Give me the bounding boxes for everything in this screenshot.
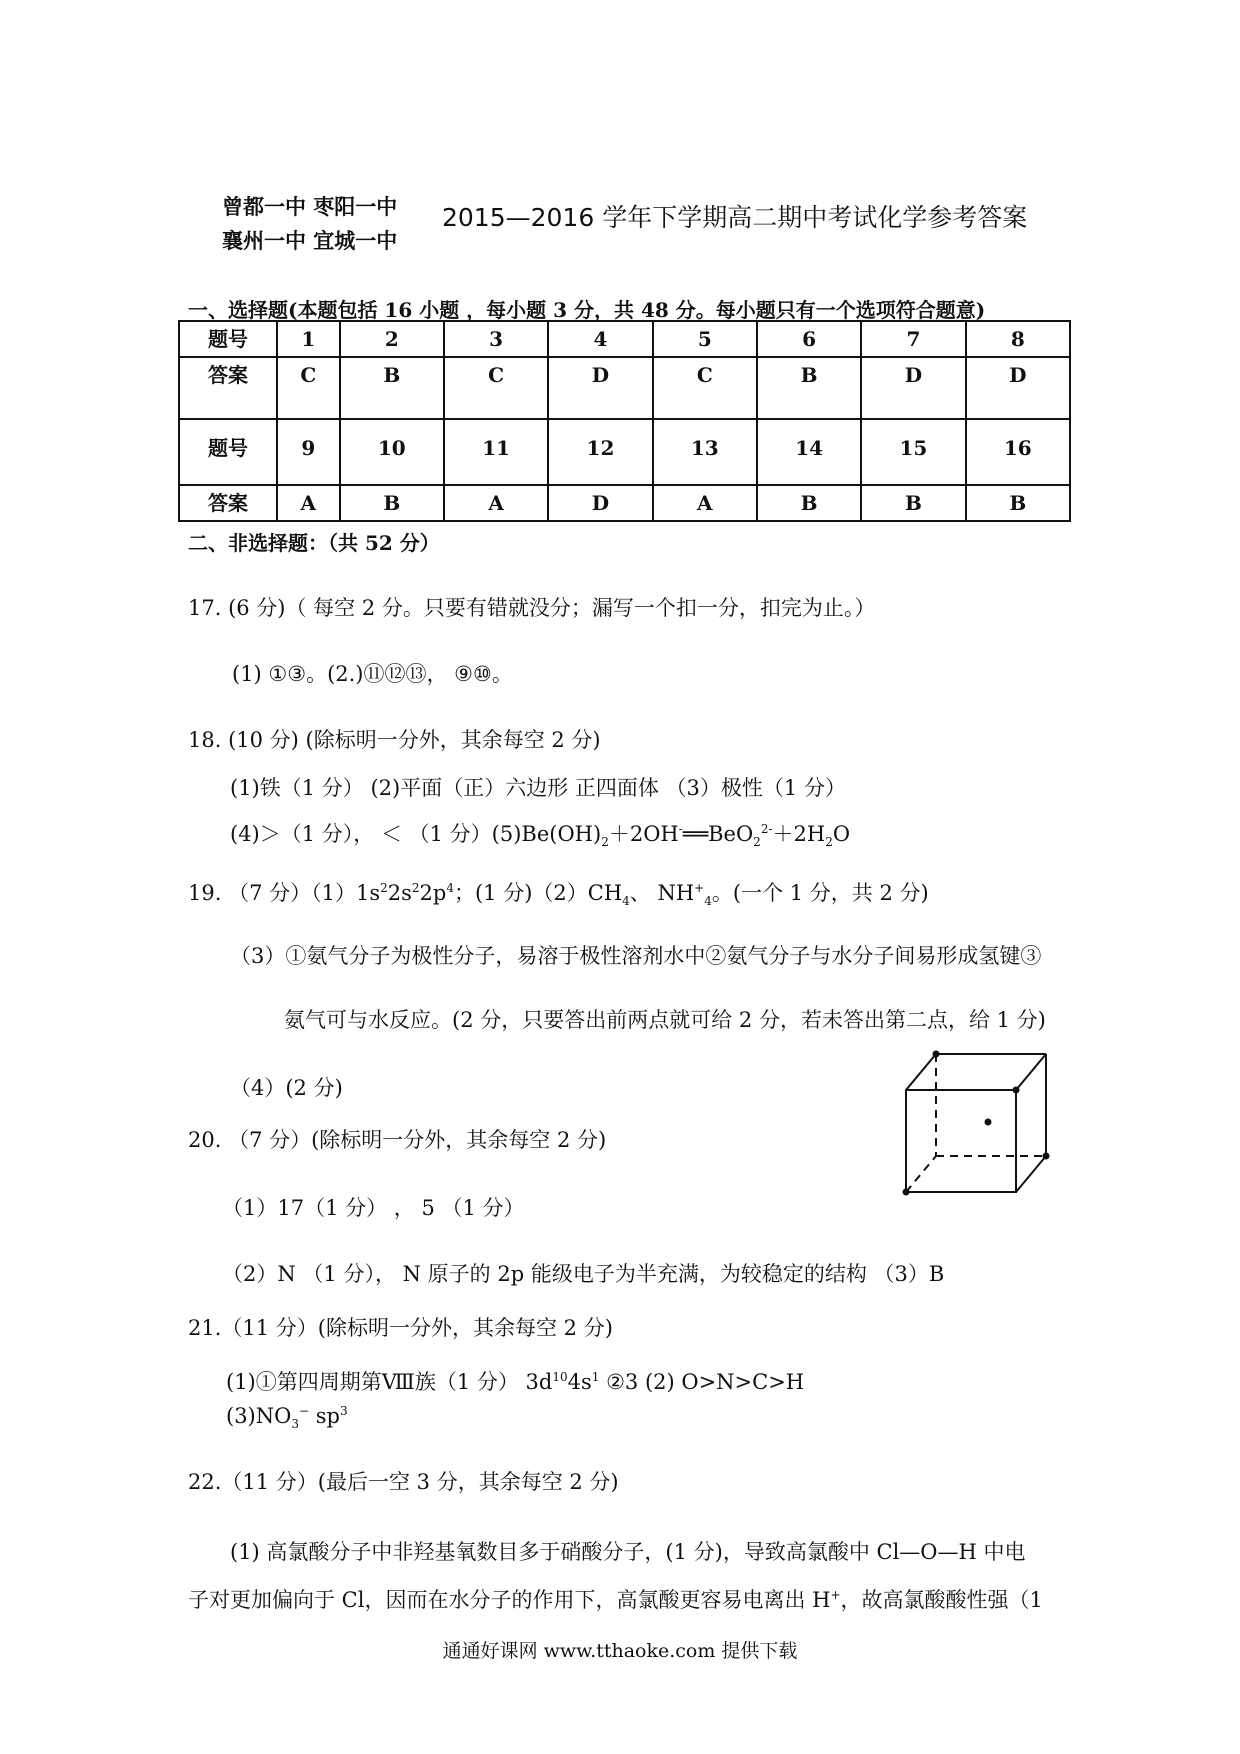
table-cell: 13 xyxy=(653,419,757,485)
q22-answer-1-line-1: (1) 高氯酸分子中非羟基氧数目多于硝酸分子，(1 分)，导致高氯酸中 Cl—O—H 中电 xyxy=(230,1540,1026,1564)
table-cell: C xyxy=(653,357,757,419)
q21-answer-1: (1)①第四周期第Ⅷ族（1 分） $3d^{10}4s^1$ ②3 (2) O>N>C>H xyxy=(226,1370,805,1394)
table-cell: 9 xyxy=(277,419,340,485)
table-cell: D xyxy=(861,357,965,419)
table-cell: 6 xyxy=(757,321,861,357)
q17-answer-1: (1) ①③。(2.)⑪⑫⑬， ⑨⑩。 xyxy=(232,662,513,686)
q19-answer-3-line-1: （3）①氨气分子为极性分子，易溶于极性溶剂水中②氨气分子与水分子间易形成氢键③ xyxy=(230,944,1042,968)
table-cell: B xyxy=(861,485,965,521)
table-row xyxy=(179,357,1070,419)
table-cell: B xyxy=(757,485,861,521)
table-row xyxy=(179,485,1070,521)
cube-edge xyxy=(1016,1054,1046,1090)
table-cell: 10 xyxy=(340,419,444,485)
footer-credit: 通通好课网 www.tthaoke.com 提供下载 xyxy=(442,1640,798,1662)
table-cell: A xyxy=(653,485,757,521)
q19-answer-3-line-2: 氨气可与水反应。(2 分，只要答出前两点就可给 2 分，若未答出第二点，给 1 分) xyxy=(284,1008,1046,1032)
table-row xyxy=(179,321,1070,357)
table-cell: C xyxy=(277,357,340,419)
table-cell: A xyxy=(444,485,548,521)
q18-a2-prefix: (4)＞（1 分）， ＜ （1 分）(5)Be(OH) xyxy=(230,822,602,846)
table-cell: 16 xyxy=(966,419,1070,485)
table-cell: 8 xyxy=(966,321,1070,357)
q18-answer-1: (1)铁（1 分） (2)平面（正）六边形 正四面体 （3）极性（1 分） xyxy=(230,776,846,800)
table-cell: 1 xyxy=(277,321,340,357)
cube-edge xyxy=(1016,1156,1046,1192)
q21-a1-suffix: ②3 (2) O>N>C>H xyxy=(599,1370,805,1394)
q22-line2-suffix: ，故高氯酸酸性强（1 xyxy=(840,1588,1043,1612)
table-cell: A xyxy=(277,485,340,521)
table-cell: D xyxy=(966,357,1070,419)
school-list xyxy=(222,190,397,258)
table-cell: 3 xyxy=(444,321,548,357)
q20-answer-1: （1）17（1 分） ， 5 （1 分） xyxy=(222,1196,525,1220)
table-cell: 5 xyxy=(653,321,757,357)
row-label-number: 题号 xyxy=(179,419,277,485)
cube-front-face xyxy=(906,1090,1016,1192)
q18-heading: 18. (10 分) (除标明一分外，其余每空 2 分) xyxy=(188,728,601,752)
table-cell: B xyxy=(340,357,444,419)
q19-head-mid: ；(1 分)（2）CH xyxy=(453,881,623,905)
table-cell: 12 xyxy=(548,419,652,485)
q19-head-suffix: 。(一个 1 分，共 2 分) xyxy=(711,881,929,905)
table-cell: C xyxy=(444,357,548,419)
cube-edge xyxy=(906,1054,936,1090)
row-label-answer: 答案 xyxy=(179,485,277,521)
section1-heading: 一、选择题(本题包括 16 小题 ，每小题 3 分，共 48 分。每小题只有一个选项符合题意) xyxy=(188,298,986,322)
answer-table xyxy=(178,320,1071,522)
table-cell: 4 xyxy=(548,321,652,357)
schools-line-1: 曾都一中 枣阳一中 xyxy=(222,194,398,219)
q20-heading: 20. （7 分）(除标明一分外，其余每空 2 分) xyxy=(188,1128,607,1152)
atom-dot xyxy=(1043,1153,1050,1160)
q19-heading: 19. （7 分）$(1)1s^22s^22p^4$；(1 分)$(2)CH_4$、 $NH^+_4$。(一个 1 分，共 2 分) xyxy=(188,881,929,909)
q21-a1-prefix: (1)①第四周期第Ⅷ族（1 分） 3d xyxy=(226,1370,553,1394)
table-cell: B xyxy=(340,485,444,521)
q22-heading: 22.（11 分）(最后一空 3 分，其余每空 2 分) xyxy=(188,1470,619,1494)
q21-answer-3: $(3)NO_3^-$ $sp^3$ xyxy=(226,1404,348,1432)
table-cell: 2 xyxy=(340,321,444,357)
table-cell: D xyxy=(548,485,652,521)
table-cell: 15 xyxy=(861,419,965,485)
table-cell: B xyxy=(757,357,861,419)
q21-a3-suffix: sp xyxy=(309,1404,340,1428)
table-cell: D xyxy=(548,357,652,419)
section2-heading: 二、非选择题：（共 52 分） xyxy=(188,531,440,555)
table-cell: 11 xyxy=(444,419,548,485)
cube-hidden-edge xyxy=(906,1156,936,1192)
cube-unit-cell-diagram xyxy=(872,1040,1052,1196)
table-cell: 7 xyxy=(861,321,965,357)
q22-answer-1-line-2: 子对更加偏向于 Cl，因而在水分子的作用下，高氯酸更容易电离出 H+，故高氯酸酸性强（1 xyxy=(188,1588,1043,1612)
q19-head-mid2: 、 NH xyxy=(629,881,695,905)
q22-line2-prefix: 子对更加偏向于 Cl，因而在水分子的作用下，高氯酸更容易电离出 H xyxy=(188,1588,831,1612)
table-cell: 14 xyxy=(757,419,861,485)
page-title: 2015—2016 学年下学期高二期中考试化学参考答案 xyxy=(442,203,1028,232)
row-label-number: 题号 xyxy=(179,321,277,357)
schools-line-2: 襄州一中 宜城一中 xyxy=(222,228,398,253)
row-label-answer: 答案 xyxy=(179,357,277,419)
table-row xyxy=(179,419,1070,485)
q20-answer-2: （2）N （1 分）， N 原子的 2p 能级电子为半充满，为较稳定的结构 （3）B xyxy=(222,1262,945,1286)
table-cell: B xyxy=(966,485,1070,521)
q18-a2-suffix: ＋2H xyxy=(772,822,826,846)
q18-a2-mid1: ＋2OH xyxy=(608,822,679,846)
q18-answer-2: (4)＞（1 分）， ＜ （1 分）$(5)Be(OH)_2+2OH^-══BeO_2^{2-}+2H_2O$ xyxy=(230,822,851,850)
q21-a3-prefix: (3)NO xyxy=(226,1404,292,1428)
q17-heading: 17. (6 分)（ 每空 2 分。只要有错就没分；漏写一个扣一分，扣完为止。） xyxy=(188,596,876,620)
atom-dot xyxy=(1013,1087,1020,1094)
q18-a2-mid2: ══BeO xyxy=(682,822,754,846)
q19-answer-4: （4）(2 分) xyxy=(230,1076,343,1100)
q21-heading: 21.（11 分）(除标明一分外，其余每空 2 分) xyxy=(188,1316,613,1340)
atom-dot xyxy=(903,1189,910,1196)
q21-a1-mid: 4s xyxy=(567,1370,592,1394)
atom-dot xyxy=(933,1051,940,1058)
q18-a2-end: O xyxy=(832,822,851,846)
q19-head-prefix: 19. （7 分）（1）1s xyxy=(188,881,381,905)
atom-dot-center xyxy=(985,1119,992,1126)
